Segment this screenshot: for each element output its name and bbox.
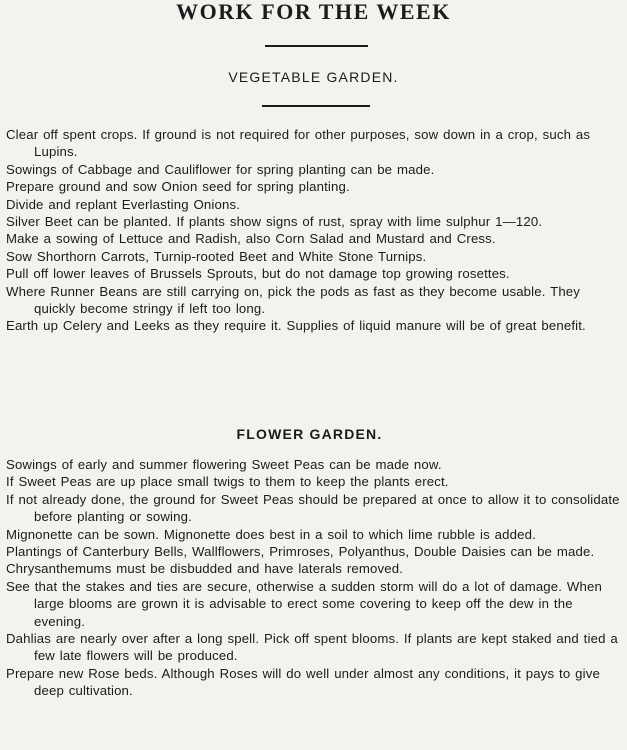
flower-item: If not already done, the ground for Sweet Peas should be prepared at once to allow it to consolidate before planting or sowing. [6, 491, 620, 525]
flower-item: Mignonette can be sown. Mignonette does best in a soil to which lime rubble is added. [6, 526, 536, 542]
vegetable-garden-list [6, 126, 624, 335]
flower-garden-list [6, 456, 624, 700]
flower-item: Plantings of Canterbury Bells, Wallflowers, Primroses, Polyanthus, Double Daisies can be made. [6, 544, 595, 560]
title-divider [265, 45, 368, 47]
flower-item: Sowings of early and summer flowering Sweet Peas can be made now. [6, 457, 442, 472]
vegetable-item: Where Runner Beans are still carrying on, pick the pods as fast as they become usable. They quickly become stringy if left too long. [6, 283, 581, 317]
vegetable-item: Sowings of Cabbage and Cauliflower for spring planting can be made. [6, 161, 435, 177]
flower-item: Chrysanthemums must be disbudded and have laterals removed. [6, 561, 404, 577]
flower-item: If Sweet Peas are up place small twigs to them to keep the plants erect. [6, 474, 449, 490]
vegetable-garden-heading: VEGETABLE GARDEN. [228, 69, 399, 85]
flower-item: Dahlias are nearly over after a long spell. Pick off spent blooms. If plants are kept staked and tied a few late flowers will be produced. [6, 631, 618, 664]
vegetable-item: Silver Beet can be planted. If plants show signs of rust, spray with lime sulphur 1—120. [6, 214, 543, 230]
vegetable-item: Divide and replant Everlasting Onions. [6, 196, 241, 212]
vegetable-item: Pull off lower leaves of Brussels Sprouts, but do not damage top growing rosettes. [6, 266, 510, 282]
vegetable-item: Make a sowing of Lettuce and Radish, also Corn Salad and Mustard and Cress. [6, 231, 496, 247]
flower-garden-heading: FLOWER GARDEN. [236, 426, 383, 442]
vegetable-divider [262, 105, 370, 107]
flower-item: See that the stakes and ties are secure, otherwise a sudden storm will do a lot of damage. When large blooms are grown it is advisable to erect some covering to keep off the dew in the evening. [6, 578, 602, 629]
flower-item: Prepare new Rose beds. Although Roses will do well under almost any conditions, it pays to give deep cultivation. [6, 665, 600, 699]
vegetable-item: Sow Shorthorn Carrots, Turnip-rooted Beet and White Stone Turnips. [6, 248, 427, 264]
vegetable-item: Prepare ground and sow Onion seed for spring planting. [6, 179, 350, 195]
page-title: WORK FOR THE WEEK [176, 0, 451, 24]
vegetable-item: Earth up Celery and Leeks as they require it. Supplies of liquid manure will be of great benefit. [6, 318, 586, 334]
vegetable-item: Clear off spent crops. If ground is not required for other purposes, sow down in a crop, such as Lupins. [6, 127, 591, 160]
